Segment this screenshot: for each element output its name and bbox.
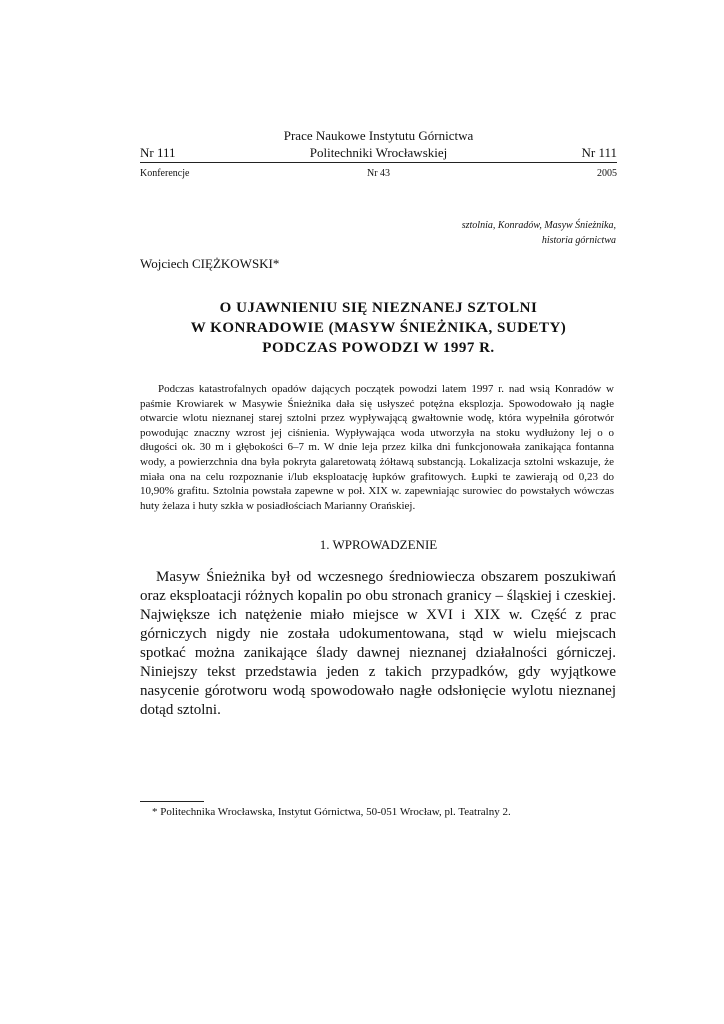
publication-title-line1: Prace Naukowe Instytutu Górnictwa	[283, 128, 474, 143]
paper-title	[140, 298, 617, 358]
section-body: Masyw Śnieżnika był od wczesnego średniowiecza obszarem poszukiwań oraz eksploatacji różnych kopalin po obu stronach granicy – śląskiej i czeskiej. Największe ich natężenie miało miejsce w XVI i XIX w. Część z prac górniczych nigdy nie została udokumentowana, stąd w wielu miejscach spotkać można zanikające ślady dawnej nieznanej działalności górniczej. Niniejszy tekst przedstawia jeden z takich przypadków, gdy wyjątkowe nasycenie górotworu wodą spowodowało nagłe odsłonięcie wylotu nieznanej dotąd sztolni.	[140, 569, 616, 718]
footnote: * Politechnika Wrocławska, Instytut Górnictwa, 50-051 Wrocław, pl. Teatralny 2.	[152, 806, 511, 818]
keywords	[316, 218, 616, 248]
series-label: Konferencje	[140, 168, 190, 179]
abstract: Podczas katastrofalnych opadów dających początek powodzi latem 1997 r. nad wsią Konradów w paśmie Krowiarek w Masywie Śnieżnika dała się usłyszeć potężna eksplozja. Spowodowało ją nagłe otwarcie wlotu nieznanej starej sztolni przez wypływającą gwałtownie wodę, która wypełniła górotwór powodując znaczny wzrost jej ciśnienia. Wypływająca woda utworzyła na stoku wydłużony lej o o długości ok. 30 m i głębokości 6–7 m. W dnie leja przez kilka dni funkcjonowała zanikająca fontanna wody, a powierzchnia dna była pokryta galaretowatą żółtawą substancją. Lokalizacja sztolni wskazuje, że miała ona na celu rozpoznanie i/lub eksploatację łupków grafitowych. Łupki te zawierają od 0,23 do 10,90% grafitu. Sztolnia powstała zapewne w poł. XIX w. zapewniając surowiec do powstałych wówczas huty żelaza i huty szkła w posiadłościach Marianny Orańskiej.	[140, 383, 614, 512]
issue-number-left: Nr 111	[140, 145, 176, 160]
issue-number-right: Nr 111	[581, 145, 617, 160]
journal-header	[140, 128, 617, 162]
title-line1: O UJAWNIENIU SIĘ NIEZNANEJ SZTOLNI	[219, 300, 538, 316]
footnote-divider	[140, 801, 204, 802]
series-number: Nr 43	[366, 168, 391, 179]
publication-title-line2: Politechniki Wrocławskiej	[309, 145, 448, 160]
keywords-line1: sztolnia, Konradów, Masyw Śnieżnika,	[461, 220, 616, 231]
title-line2: W KONRADOWIE (MASYW ŚNIEŻNIKA, SUDETY)	[190, 320, 567, 336]
section-heading: 1. WPROWADZENIE	[319, 537, 438, 552]
keywords-line2: historia górnictwa	[541, 235, 616, 246]
author-name: Wojciech CIĘŻKOWSKI*	[140, 256, 280, 271]
series-info	[140, 168, 617, 182]
publication-year: 2005	[597, 168, 617, 179]
title-line3: PODCZAS POWODZI W 1997 R.	[262, 340, 495, 356]
header-divider	[140, 162, 617, 163]
